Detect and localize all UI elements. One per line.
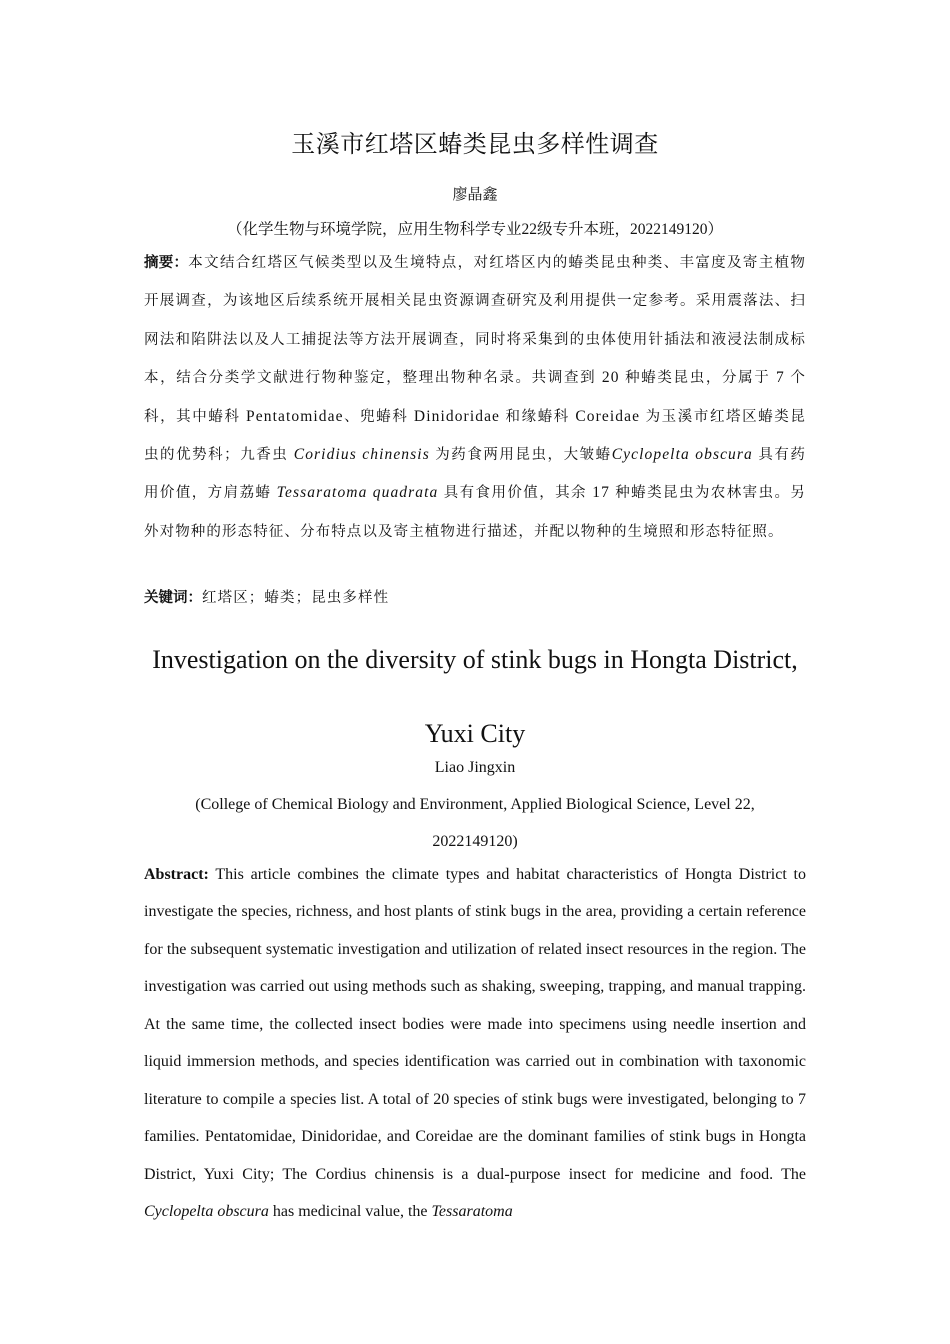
english-abstract-text: This article combines the climate types and habitat characteristics of Hongta District to investigate the species, richness, and host plants of stink bugs in the area, providing a certain reference for the subsequent systematic investigation and utilization of related insect resources in the region. The investigation was carried out using methods such as shaking, sweeping, trapping, and manual trapping. At the same time, the collected insect bodies were made into specimens using needle insertion and liquid immersion methods, and species identification was carried out in combination with taxonomic literature to compile a species list. A total of 20 species of stink bugs were investigated, belonging to 7 families. Pentatomidae, Dinidoridae, and Coreidae are the dominant families of stink bugs in Hongta District, Yuxi City; The Cordius chinensis is a dual-purpose insect for medicine and food. The [144, 866, 806, 1183]
abstract-number: 17 [586, 484, 616, 502]
english-abstract-text: has medicinal value, the [268, 1203, 432, 1221]
abstract-text: 具有药用价值，方肩荔蝽 [144, 447, 806, 502]
species-name: Cyclopelta obscura [611, 446, 753, 464]
abstract-number: 20 [596, 369, 626, 387]
family-name: Dinidoridae [408, 407, 506, 425]
english-affiliation-line2: 2022149120) [432, 833, 518, 851]
keywords-label: 关键词： [144, 590, 202, 606]
chinese-abstract [144, 244, 806, 551]
family-name: Pentatomidae [240, 407, 344, 425]
abstract-text: 具有食用价值，其余 [443, 485, 587, 502]
abstract-text: 本文结合红塔区气候类型以及生境特点，对红塔区内的蝽类昆虫种类、丰富度及寄主植物开展调查，为该地区后续系统开展相关昆虫资源调查研究及利用提供一定参考。采用震落法、扫网法和陷阱法以及人工捕捉法等方法开展调查，同时将采集到的虫体使用针插法和液浸法制成标本，结合分类学文献进行物种鉴定，整理出物种名录。共调查到 [144, 255, 807, 387]
english-affiliation [144, 786, 806, 861]
english-author: Liao Jingxin [434, 759, 516, 776]
chinese-abstract-label: 摘要： [144, 255, 189, 271]
abstract-text: 为药食两用昆虫，大皱蝽 [435, 447, 612, 464]
english-title-line2: Yuxi City [424, 719, 526, 748]
english-title-line1: Investigation on the diversity of stink bugs in Hongta District, [152, 645, 798, 674]
abstract-text: 个科，其中蝽科 [144, 370, 806, 425]
english-affiliation-line1: (College of Chemical Biology and Environment, Applied Biological Science, Level 22, [195, 796, 755, 813]
species-name: Cyclopelta obscura [144, 1203, 269, 1221]
family-name: Coreidae [569, 407, 646, 425]
chinese-affiliation: （化学生物与环境学院，应用生物科学专业22级专升本班，2022149120） [226, 221, 723, 238]
abstract-text: 为玉溪市红塔区蝽类昆虫的优势科；九香虫 [144, 408, 806, 464]
abstract-number: 7 [770, 369, 791, 387]
species-name: Coridius chinensis [293, 446, 430, 464]
chinese-author: 廖晶鑫 [452, 185, 498, 203]
species-name: Tessaratoma [431, 1203, 513, 1221]
chinese-title: 玉溪市红塔区蝽类昆虫多样性调查 [291, 130, 659, 158]
keywords-value: 红塔区；蝽类；昆虫多样性 [202, 590, 390, 606]
english-abstract-label: Abstract: [144, 866, 209, 883]
english-abstract [144, 856, 806, 1231]
abstract-text: 、兜蝽科 [343, 408, 409, 425]
abstract-text: 种蝽类昆虫为农林害虫。另外对物种的形态特征、分布特点以及寄主植物进行描述，并配以物种的生境照和形态特征照。 [144, 485, 806, 540]
chinese-keywords [144, 586, 806, 607]
abstract-text: 和缘蝽科 [505, 408, 570, 425]
abstract-text: 种蝽类昆虫，分属于 [625, 370, 771, 387]
english-title [144, 623, 806, 771]
species-name: Tessaratoma quadrata [276, 484, 439, 502]
